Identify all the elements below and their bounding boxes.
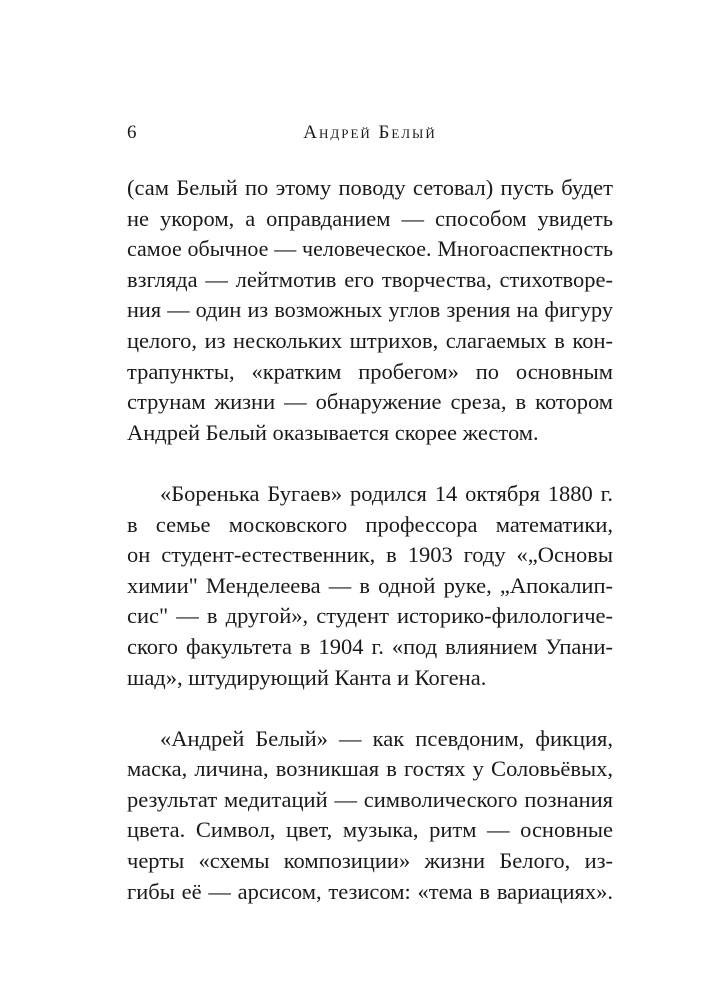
text-line: струнам жизни — обнаружение среза, в котором [127,389,613,415]
page-number: 6 [127,122,137,143]
text-line: «Андрей Белый» — как псевдоним, фикция, [160,725,613,751]
text-line: гибы её — арсисом, тезисом: «тема в вариациях». [127,878,613,904]
paragraph [127,724,613,908]
text-line: шад», штудирующий Канта и Когена. [127,664,487,690]
running-head [127,118,613,148]
text-line: трапункты, «кратким пробегом» по основным [127,358,613,384]
text-line: он студент-естественник, в 1903 году «„Основы [127,542,613,568]
text-line: результат медитаций — символического познания [127,786,613,812]
text-line: ского факультета в 1904 г. «под влиянием Упани- [127,633,613,659]
text-line: не укором, а оправданием — способом увидеть [127,205,613,231]
text-line: самое обычное — человеческое. Многоаспектность [127,236,613,262]
running-title: Андрей Белый [303,122,437,143]
text-line: «Боренька Бугаев» родился 14 октября 1880 г. [160,480,613,506]
paragraph [127,173,613,448]
text-line: сис" — в другой», студент историко-филологиче- [127,603,613,629]
text-line: взгляда — лейтмотив его творчества, стихотворе- [127,266,613,292]
text-line: целого, из нескольких штрихов, слагаемых в кон- [127,327,613,353]
text-line: цвета. Символ, цвет, музыка, ритм — основные [127,817,613,843]
text-line: ния — один из возможных углов зрения на фигуру [127,297,613,323]
text-line: химии" Менделеева — в одной руке, „Апокалип- [127,572,613,598]
text-line: в семье московского профессора математики, [127,511,613,537]
text-line: маска, личина, возникшая в гостях у Соловьёвых, [127,756,613,782]
text-line: черты «схемы композиции» жизни Белого, из- [127,848,613,874]
paragraph [127,479,613,693]
text-line: (сам Белый по этому поводу сетовал) пусть будет [127,175,613,200]
body-text [127,173,613,907]
text-line: Андрей Белый оказывается скорее жестом. [127,419,539,445]
